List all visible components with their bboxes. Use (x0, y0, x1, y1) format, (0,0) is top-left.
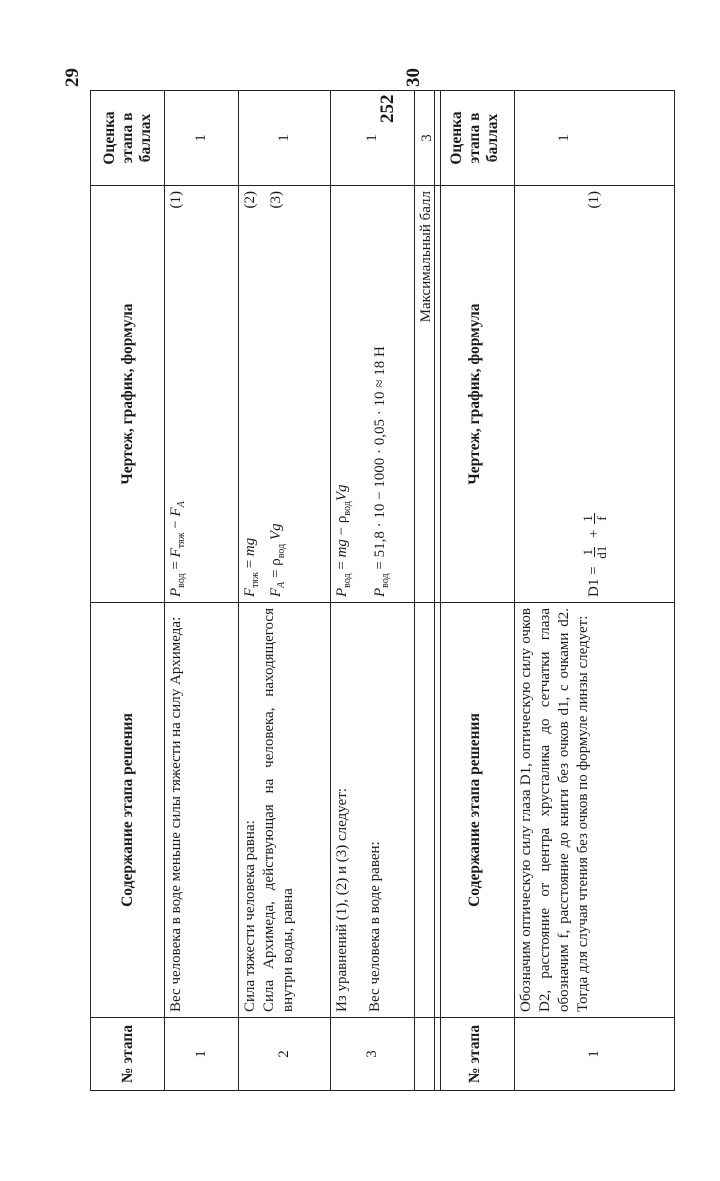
content-line: Сила тяжести человека равна: (242, 820, 258, 1012)
solution-table-30 (434, 90, 675, 1091)
max-score-value: 3 (415, 91, 441, 186)
header-formula: Чертеж, график, формула (91, 186, 165, 603)
content-line: Вес человека в воде равен: (367, 841, 383, 1012)
fraction: 1 d1 (580, 545, 609, 559)
step-number: 3 (331, 1018, 415, 1091)
equation-number: (3) (268, 191, 284, 209)
content-line: Из уравнений (1), (2) и (3) следует: (334, 788, 350, 1012)
solution-table-29 (90, 90, 441, 1091)
table-row (165, 91, 239, 1091)
step-formula (165, 186, 239, 603)
formula-expr: $P_{вод}$ = mg − $\rho_{вод}Vg$ (334, 484, 353, 597)
step-score: 1 (331, 91, 415, 186)
formula-expr: D1 = 1 d1 + 1 f (580, 515, 609, 597)
fraction: 1 f (580, 515, 609, 522)
max-score-label: Максимальный балл (415, 186, 441, 603)
step-score: 1 (165, 91, 239, 186)
step-formula (239, 186, 331, 603)
step-formula (331, 186, 415, 603)
step-score: 1 (239, 91, 331, 186)
step-score: 1 (515, 91, 675, 186)
table-header-row (435, 91, 515, 1091)
step-number: 1 (515, 1018, 675, 1091)
problem-number-30: 30 (403, 68, 424, 87)
step-content (331, 603, 415, 1018)
step-content (239, 603, 331, 1018)
header-step: № этапа (91, 1018, 165, 1091)
table-row (239, 91, 331, 1091)
header-content: Содержание этапа решения (435, 603, 515, 1018)
page-number: 252 (377, 94, 398, 123)
step-content: Обозначим оптическую силу глаза D1, оптическую силу очков D2, расстояние от центра хрусталика до сетчатки глаза обозначим f, расстояние до книги без очков d1, с очками d2. Тогда для случая чтения без очков по формуле линзы следует: (515, 603, 675, 1018)
formula-expr: $F_A = \rho_{вод}$ Vg (268, 523, 287, 597)
formula-expr: $F_{тяж}$ = mg (242, 537, 261, 597)
table-header-row (91, 91, 165, 1091)
step-number: 2 (239, 1018, 331, 1091)
equation-number: (2) (242, 191, 258, 209)
header-score: Оценка этапа в баллах (435, 91, 515, 186)
formula-expr: $P_{вод} = 51,8 \cdot 10 - 1000 \cdot 0,05 \cdot 10 \approx 18$ Н (372, 346, 391, 597)
table-row (331, 91, 415, 1091)
step-formula (515, 186, 675, 603)
formula-expr: $P_{вод} = F_{тяж} - F_A$ (168, 501, 187, 597)
content-line: Сила Архимеда, действующая на человека, находящегося внутри воды, равна (261, 608, 296, 1012)
equation-number: (1) (585, 191, 602, 209)
header-content: Содержание этапа решения (91, 603, 165, 1018)
step-content: Вес человека в воде меньше силы тяжести на силу Архимеда: (165, 603, 239, 1018)
equation-number: (1) (168, 191, 184, 209)
header-step: № этапа (435, 1018, 515, 1091)
step-number: 1 (165, 1018, 239, 1091)
header-formula: Чертеж, график, формула (435, 186, 515, 603)
header-score: Оценка этапа в баллах (91, 91, 165, 186)
problem-number-29: 29 (62, 68, 83, 87)
table-row (515, 91, 675, 1091)
